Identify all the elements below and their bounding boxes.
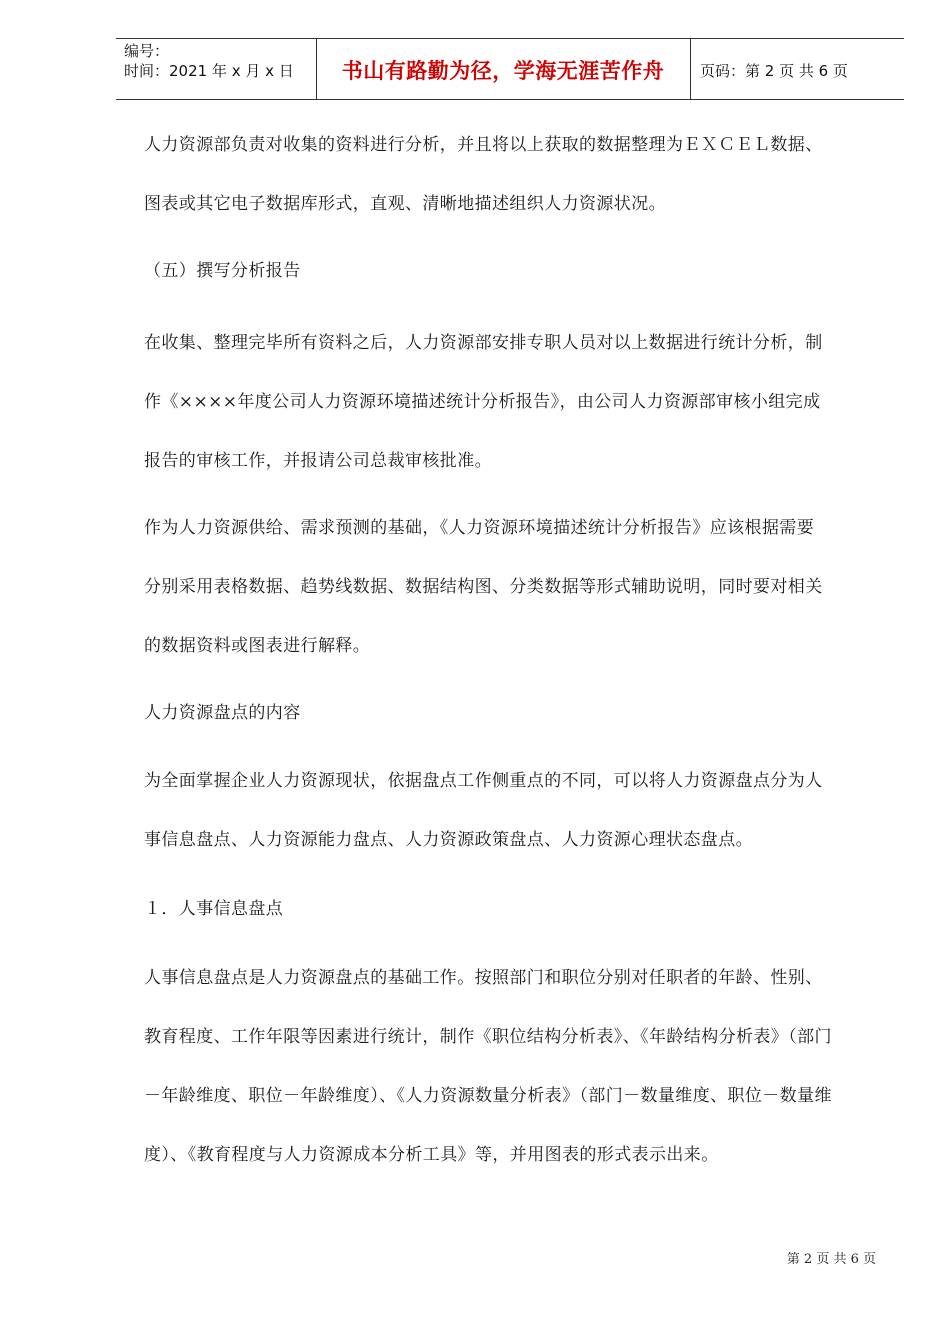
header-page-info: 页码：第 2 页 共 6 页 — [700, 62, 848, 80]
page-footer: 第 2 页 共 6 页 — [786, 1252, 876, 1267]
section-heading: １．人事信息盘点 — [144, 899, 284, 919]
body-line: 度）、《教育程度与人力资源成本分析工具》等，并用图表的形式表示出来。 — [144, 1145, 719, 1165]
body-line: 作《××××年度公司人力资源环境描述统计分析报告》，由公司人力资源部审核小组完成 — [144, 392, 821, 412]
section-heading: 人力资源盘点的内容 — [144, 703, 301, 723]
document-code-label: 编号： — [124, 42, 170, 60]
document-time-label: 时间：2021 年 x 月 x 日 — [124, 62, 294, 80]
body-line: 报告的审核工作，并报请公司总裁审核批准。 — [144, 451, 492, 471]
body-line: 人力资源部负责对收集的资料进行分析，并且将以上获取的数据整理为ＥＸＣＥＬ数据、 — [144, 135, 823, 155]
header-divider — [690, 39, 691, 99]
body-line: 图表或其它电子数据库形式，直观、清晰地描述组织人力资源状况。 — [144, 194, 666, 214]
section-heading: （五）撰写分析报告 — [144, 261, 301, 281]
body-line: 为全面掌握企业人力资源现状，依据盘点工作侧重点的不同，可以将人力资源盘点分为人 — [144, 771, 823, 791]
body-line: －年龄维度、职位－年龄维度）、《人力资源数量分析表》（部门－数量维度、职位－数量维 — [144, 1086, 832, 1106]
body-line: 作为人力资源供给、需求预测的基础，《人力资源环境描述统计分析报告》应该根据需要 — [144, 518, 815, 538]
body-line: 在收集、整理完毕所有资料之后，人力资源部安排专职人员对以上数据进行统计分析，制 — [144, 333, 823, 353]
body-line: 事信息盘点、人力资源能力盘点、人力资源政策盘点、人力资源心理状态盘点。 — [144, 830, 753, 850]
body-line: 的数据资料或图表进行解释。 — [144, 636, 371, 656]
header-motto: 书山有路勤为径，学海无涯苦作舟 — [341, 59, 665, 83]
header-meta — [124, 41, 314, 81]
body-line: 分别采用表格数据、趋势线数据、数据结构图、分类数据等形式辅助说明，同时要对相关 — [144, 577, 823, 597]
body-line: 人事信息盘点是人力资源盘点的基础工作。按照部门和职位分别对任职者的年龄、性别、 — [144, 968, 823, 988]
page-header — [116, 38, 904, 100]
body-line: 教育程度、工作年限等因素进行统计，制作《职位结构分析表》、《年龄结构分析表》（部门 — [144, 1027, 832, 1047]
